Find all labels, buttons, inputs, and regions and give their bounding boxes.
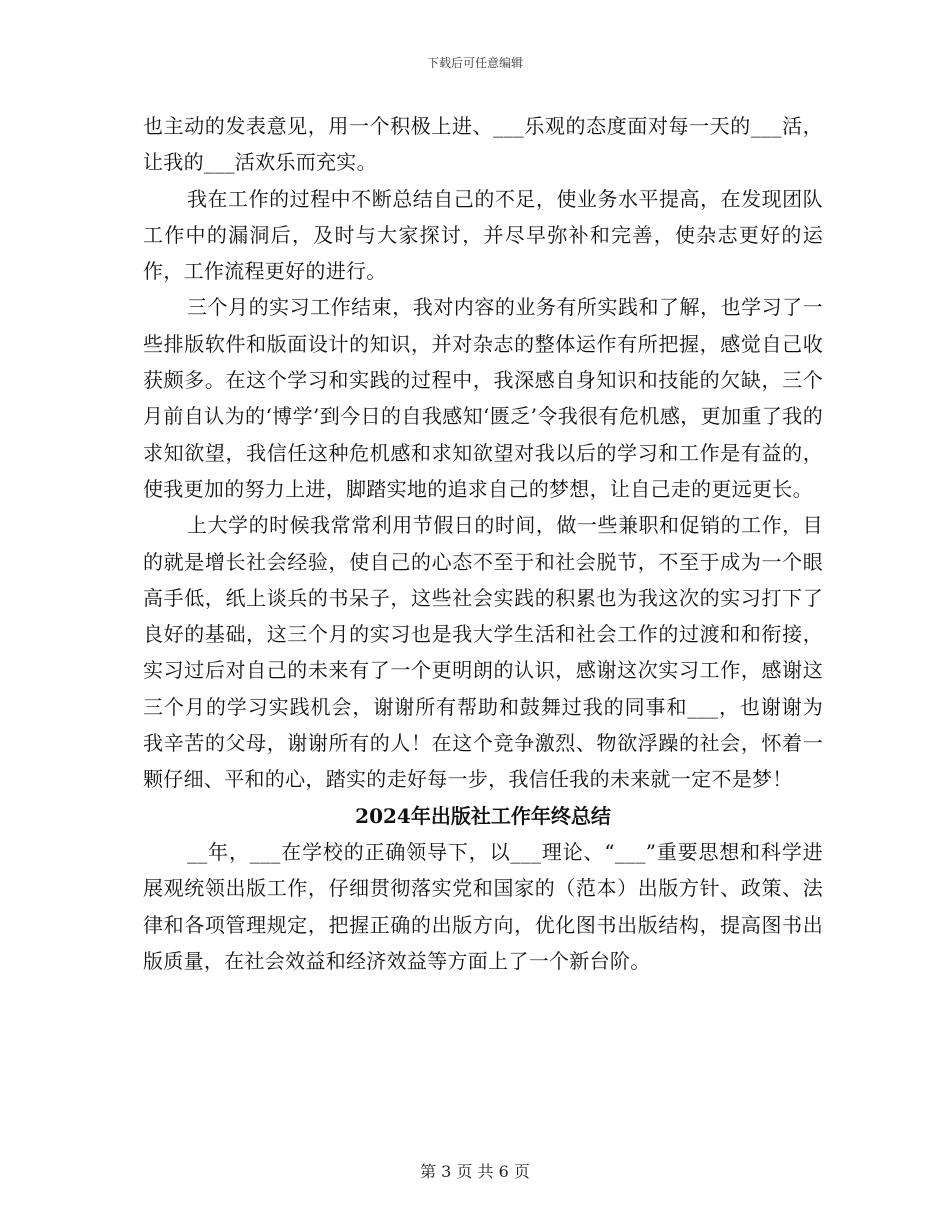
document-body: [143, 108, 823, 979]
paragraph-work-summary: 我在工作的过程中不断总结自己的不足，使业务水平提高，在发现团队工作中的漏洞后，及时与大家探讨，并尽早弥补和完善，使杂志更好的运作，工作流程更好的进行。: [143, 186, 823, 284]
paragraph-internship-end: 三个月的实习工作结束，我对内容的业务有所实践和了解，也学习了一些排版软件和版面设计的知识，并对杂志的整体运作有所把握，感觉自己收获颇多。在这个学习和实践的过程中，我深感自身知识和技能的欠缺，三个月前自认为的‘博学’到今日的自我感知‘匮乏’令我很有危机感，更加重了我的求知欲望，我信任这种危机感和求知欲望对我以后的学习和工作是有益的，使我更加的努力上进，脚踏实地的追求自己的梦想，让自己走的更远更长。: [143, 295, 823, 501]
paragraph-university-practice: 上大学的时候我常常利用节假日的时间，做一些兼职和促销的工作，目的就是增长社会经验，使自己的心态不至于和社会脱节，不至于成为一个眼高手低，纸上谈兵的书呆子，这些社会实践的积累也为我这次的实习打下了良好的基础，这三个月的实习也是我大学生活和社会工作的过渡和和衔接，实习过后对自己的未来有了一个更明朗的认识，感谢这次实习工作，感谢这三个月的学习实践机会，谢谢所有帮助和鼓舞过我的同事和___，也谢谢为我辛苦的父母，谢谢所有的人！在这个竞争激烈、物欲浮躁的社会，怀着一颗仔细、平和的心，踏实的走好每一步，我信任我的未来就一定不是梦！: [143, 513, 823, 792]
page-number-footer: 第 3 页 共 6 页: [420, 1162, 530, 1181]
paragraph-section-intro: __年，___在学校的正确领导下，以___理论、“___”重要思想和科学进展观统领出版工作，仔细贯彻落实党和国家的（范本）出版方针、政策、法律和各项管理规定，把握正确的出版方向，优化图书出版结构，提高图书出版质量，在社会效益和经济效益等方面上了一个新台阶。: [143, 839, 823, 973]
section-title: 2024年出版社工作年终总结: [355, 803, 611, 828]
paragraph-continuation: 也主动的发表意见，用一个积极上进、___乐观的态度面对每一天的___活，让我的___活欢乐而充实。: [143, 114, 823, 175]
header-note: 下载后可任意编辑: [426, 56, 523, 70]
